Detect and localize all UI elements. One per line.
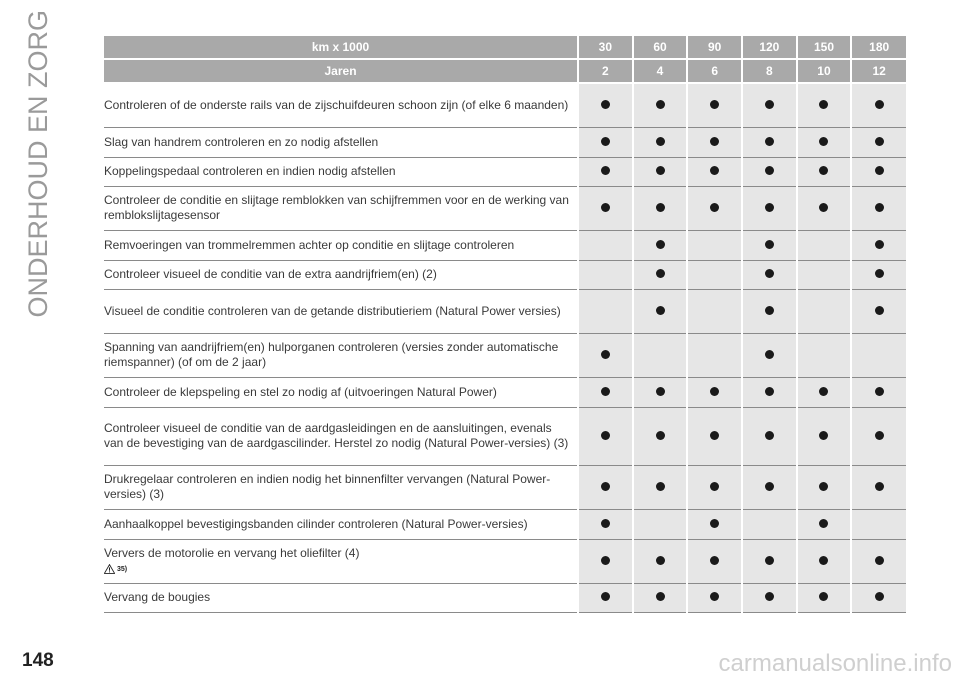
- interval-cell: [578, 83, 633, 127]
- scheduled-dot-icon: [765, 203, 774, 212]
- interval-cell: [687, 127, 742, 157]
- interval-cell: [851, 377, 906, 407]
- table-row: [104, 127, 906, 157]
- interval-cell: [742, 377, 797, 407]
- interval-cell: [797, 509, 852, 539]
- scheduled-dot-icon: [875, 387, 884, 396]
- interval-cell: [797, 157, 852, 186]
- interval-cell: [687, 230, 742, 260]
- scheduled-dot-icon: [710, 482, 719, 491]
- scheduled-dot-icon: [656, 387, 665, 396]
- interval-cell: [742, 407, 797, 465]
- row-description: [104, 186, 578, 230]
- header-km-value: 150: [797, 36, 852, 59]
- table-row: [104, 465, 906, 509]
- scheduled-dot-icon: [765, 240, 774, 249]
- scheduled-dot-icon: [765, 137, 774, 146]
- interval-cell: [633, 583, 688, 612]
- row-description-text: Vervang de bougies: [104, 590, 211, 604]
- interval-cell: [797, 407, 852, 465]
- row-description-text: Controleer de conditie en slijtage remblokken van schijfremmen voor en de werking van remblokslijtagesensor: [104, 193, 569, 222]
- scheduled-dot-icon: [765, 482, 774, 491]
- interval-cell: [633, 333, 688, 377]
- interval-cell: [797, 83, 852, 127]
- interval-cell: [578, 377, 633, 407]
- scheduled-dot-icon: [819, 166, 828, 175]
- interval-cell: [797, 260, 852, 289]
- row-description: [104, 509, 578, 539]
- row-description: [104, 377, 578, 407]
- interval-cell: [851, 509, 906, 539]
- interval-cell: [742, 83, 797, 127]
- table-row: [104, 539, 906, 583]
- scheduled-dot-icon: [656, 482, 665, 491]
- scheduled-dot-icon: [765, 269, 774, 278]
- scheduled-dot-icon: [765, 592, 774, 601]
- table-header: [104, 36, 906, 83]
- interval-cell: [742, 230, 797, 260]
- interval-cell: [633, 289, 688, 333]
- scheduled-dot-icon: [601, 203, 610, 212]
- interval-cell: [797, 289, 852, 333]
- interval-cell: [633, 186, 688, 230]
- scheduled-dot-icon: [819, 482, 828, 491]
- table-row: [104, 186, 906, 230]
- table-row: [104, 83, 906, 127]
- scheduled-dot-icon: [875, 203, 884, 212]
- row-description-text: Slag van handrem controleren en zo nodig afstellen: [104, 134, 379, 149]
- interval-cell: [687, 407, 742, 465]
- interval-cell: [797, 465, 852, 509]
- section-title: [20, 10, 56, 318]
- row-description: [104, 157, 578, 186]
- scheduled-dot-icon: [765, 166, 774, 175]
- header-years-label: Jaren: [104, 59, 578, 83]
- header-km-value: 60: [633, 36, 688, 59]
- row-description: [104, 539, 578, 583]
- interval-cell: [578, 539, 633, 583]
- interval-cell: [633, 157, 688, 186]
- header-row-years: [104, 59, 906, 83]
- scheduled-dot-icon: [710, 519, 719, 528]
- scheduled-dot-icon: [601, 350, 610, 359]
- interval-cell: [687, 539, 742, 583]
- interval-cell: [687, 186, 742, 230]
- scheduled-dot-icon: [765, 387, 774, 396]
- scheduled-dot-icon: [601, 100, 610, 109]
- scheduled-dot-icon: [875, 166, 884, 175]
- interval-cell: [578, 127, 633, 157]
- interval-cell: [742, 465, 797, 509]
- scheduled-dot-icon: [819, 431, 828, 440]
- table-body: [104, 83, 906, 612]
- scheduled-dot-icon: [656, 137, 665, 146]
- scheduled-dot-icon: [710, 431, 719, 440]
- scheduled-dot-icon: [875, 137, 884, 146]
- scheduled-dot-icon: [601, 556, 610, 565]
- interval-cell: [851, 83, 906, 127]
- interval-cell: [687, 377, 742, 407]
- interval-cell: [742, 157, 797, 186]
- scheduled-dot-icon: [819, 100, 828, 109]
- row-description: [104, 83, 578, 127]
- scheduled-dot-icon: [765, 350, 774, 359]
- scheduled-dot-icon: [710, 166, 719, 175]
- scheduled-dot-icon: [710, 100, 719, 109]
- interval-cell: [633, 83, 688, 127]
- interval-cell: [687, 509, 742, 539]
- scheduled-dot-icon: [819, 203, 828, 212]
- scheduled-dot-icon: [710, 556, 719, 565]
- header-years-value: 8: [742, 59, 797, 83]
- watermark: carmanualsonline.info: [718, 650, 952, 677]
- header-km-label: km x 1000: [104, 36, 578, 59]
- header-years-value: 10: [797, 59, 852, 83]
- table-row: [104, 377, 906, 407]
- scheduled-dot-icon: [601, 166, 610, 175]
- row-description-text: Controleer de klepspeling en stel zo nodig af (uitvoeringen Natural Power): [104, 384, 497, 399]
- interval-cell: [851, 230, 906, 260]
- interval-cell: [851, 260, 906, 289]
- scheduled-dot-icon: [875, 100, 884, 109]
- row-description: [104, 289, 578, 333]
- scheduled-dot-icon: [875, 431, 884, 440]
- scheduled-dot-icon: [710, 137, 719, 146]
- header-years-value: 2: [578, 59, 633, 83]
- note-reference: [104, 562, 571, 577]
- row-description-text: Drukregelaar controleren en indien nodig het binnenfilter vervangen (Natural Power-versies) (3): [104, 472, 551, 501]
- table-row: [104, 230, 906, 260]
- scheduled-dot-icon: [656, 592, 665, 601]
- interval-cell: [578, 289, 633, 333]
- interval-cell: [578, 407, 633, 465]
- scheduled-dot-icon: [656, 431, 665, 440]
- interval-cell: [797, 377, 852, 407]
- interval-cell: [633, 465, 688, 509]
- scheduled-dot-icon: [601, 519, 610, 528]
- interval-cell: [851, 465, 906, 509]
- interval-cell: [797, 583, 852, 612]
- scheduled-dot-icon: [710, 387, 719, 396]
- interval-cell: [578, 186, 633, 230]
- scheduled-dot-icon: [875, 592, 884, 601]
- interval-cell: [687, 465, 742, 509]
- interval-cell: [851, 289, 906, 333]
- row-description-text: Aanhaalkoppel bevestigingsbanden cilinder controleren (Natural Power-versies): [104, 516, 528, 531]
- interval-cell: [633, 377, 688, 407]
- row-description: [104, 407, 578, 465]
- interval-cell: [851, 157, 906, 186]
- scheduled-dot-icon: [765, 306, 774, 315]
- interval-cell: [687, 333, 742, 377]
- scheduled-dot-icon: [765, 431, 774, 440]
- interval-cell: [742, 583, 797, 612]
- interval-cell: [797, 186, 852, 230]
- scheduled-dot-icon: [875, 556, 884, 565]
- interval-cell: [687, 83, 742, 127]
- scheduled-dot-icon: [875, 269, 884, 278]
- row-description: [104, 465, 578, 509]
- maintenance-schedule-table: [104, 36, 906, 613]
- row-description: [104, 333, 578, 377]
- scheduled-dot-icon: [601, 482, 610, 491]
- interval-cell: [633, 407, 688, 465]
- row-description-text: Visueel de conditie controleren van de getande distributieriem (Natural Power versies): [104, 303, 561, 318]
- interval-cell: [797, 333, 852, 377]
- interval-cell: [633, 539, 688, 583]
- scheduled-dot-icon: [819, 592, 828, 601]
- interval-cell: [851, 186, 906, 230]
- interval-cell: [578, 333, 633, 377]
- interval-cell: [578, 230, 633, 260]
- scheduled-dot-icon: [601, 592, 610, 601]
- scheduled-dot-icon: [656, 269, 665, 278]
- row-description: [104, 230, 578, 260]
- interval-cell: [742, 333, 797, 377]
- table-row: [104, 260, 906, 289]
- interval-cell: [578, 583, 633, 612]
- scheduled-dot-icon: [656, 203, 665, 212]
- interval-cell: [742, 539, 797, 583]
- scheduled-dot-icon: [875, 240, 884, 249]
- scheduled-dot-icon: [819, 387, 828, 396]
- scheduled-dot-icon: [710, 592, 719, 601]
- table-row: [104, 407, 906, 465]
- row-description-text: Koppelingspedaal controleren en indien nodig afstellen: [104, 164, 396, 178]
- interval-cell: [797, 127, 852, 157]
- interval-cell: [851, 583, 906, 612]
- header-km-value: 180: [851, 36, 906, 59]
- interval-cell: [742, 260, 797, 289]
- scheduled-dot-icon: [875, 306, 884, 315]
- header-km-value: 30: [578, 36, 633, 59]
- interval-cell: [578, 157, 633, 186]
- table-row: [104, 509, 906, 539]
- interval-cell: [578, 465, 633, 509]
- interval-cell: [687, 260, 742, 289]
- row-description: [104, 127, 578, 157]
- row-description-text: Ververs de motorolie en vervang het oliefilter (4): [104, 545, 360, 560]
- header-years-value: 6: [687, 59, 742, 83]
- table-row: [104, 333, 906, 377]
- row-description-text: Controleer visueel de conditie van de aardgasleidingen en de aansluitingen, evenals van de bevestiging van de aardgascilinder. Herstel zo nodig (Natural Power-versies) (3): [104, 421, 569, 450]
- section-title-text: ONDERHOUD EN ZORG: [22, 10, 53, 318]
- scheduled-dot-icon: [601, 431, 610, 440]
- scheduled-dot-icon: [819, 556, 828, 565]
- interval-cell: [687, 289, 742, 333]
- header-years-value: 12: [851, 59, 906, 83]
- scheduled-dot-icon: [601, 387, 610, 396]
- note-number: 35): [117, 565, 128, 573]
- scheduled-dot-icon: [656, 306, 665, 315]
- interval-cell: [687, 157, 742, 186]
- page-number: 148: [22, 650, 54, 671]
- interval-cell: [851, 407, 906, 465]
- warning-icon: [104, 564, 115, 574]
- interval-cell: [851, 127, 906, 157]
- scheduled-dot-icon: [765, 556, 774, 565]
- scheduled-dot-icon: [819, 137, 828, 146]
- header-row-km: [104, 36, 906, 59]
- interval-cell: [633, 509, 688, 539]
- interval-cell: [633, 127, 688, 157]
- scheduled-dot-icon: [656, 100, 665, 109]
- scheduled-dot-icon: [656, 556, 665, 565]
- interval-cell: [742, 127, 797, 157]
- header-years-value: 4: [633, 59, 688, 83]
- row-description-text: Spanning van aandrijfriem(en) hulporganen controleren (versies zonder automatische riemspanner) (of om de 2 jaar): [104, 340, 559, 369]
- scheduled-dot-icon: [656, 240, 665, 249]
- row-description-text: Controleer visueel de conditie van de extra aandrijfriem(en) (2): [104, 267, 437, 281]
- scheduled-dot-icon: [765, 100, 774, 109]
- scheduled-dot-icon: [710, 203, 719, 212]
- row-description-text: Controleren of de onderste rails van de zijschuifdeuren schoon zijn (of elke 6 maanden): [104, 97, 569, 112]
- scheduled-dot-icon: [656, 166, 665, 175]
- interval-cell: [797, 539, 852, 583]
- table-row: [104, 583, 906, 612]
- interval-cell: [742, 509, 797, 539]
- row-description: [104, 260, 578, 289]
- scheduled-dot-icon: [819, 519, 828, 528]
- interval-cell: [633, 230, 688, 260]
- row-description: [104, 583, 578, 612]
- interval-cell: [742, 289, 797, 333]
- interval-cell: [633, 260, 688, 289]
- table-row: [104, 289, 906, 333]
- interval-cell: [742, 186, 797, 230]
- header-km-value: 90: [687, 36, 742, 59]
- row-description-text: Remvoeringen van trommelremmen achter op conditie en slijtage controleren: [104, 237, 515, 252]
- scheduled-dot-icon: [601, 137, 610, 146]
- interval-cell: [797, 230, 852, 260]
- header-km-value: 120: [742, 36, 797, 59]
- scheduled-dot-icon: [875, 482, 884, 491]
- interval-cell: [851, 539, 906, 583]
- table-row: [104, 157, 906, 186]
- interval-cell: [578, 509, 633, 539]
- interval-cell: [851, 333, 906, 377]
- interval-cell: [578, 260, 633, 289]
- interval-cell: [687, 583, 742, 612]
